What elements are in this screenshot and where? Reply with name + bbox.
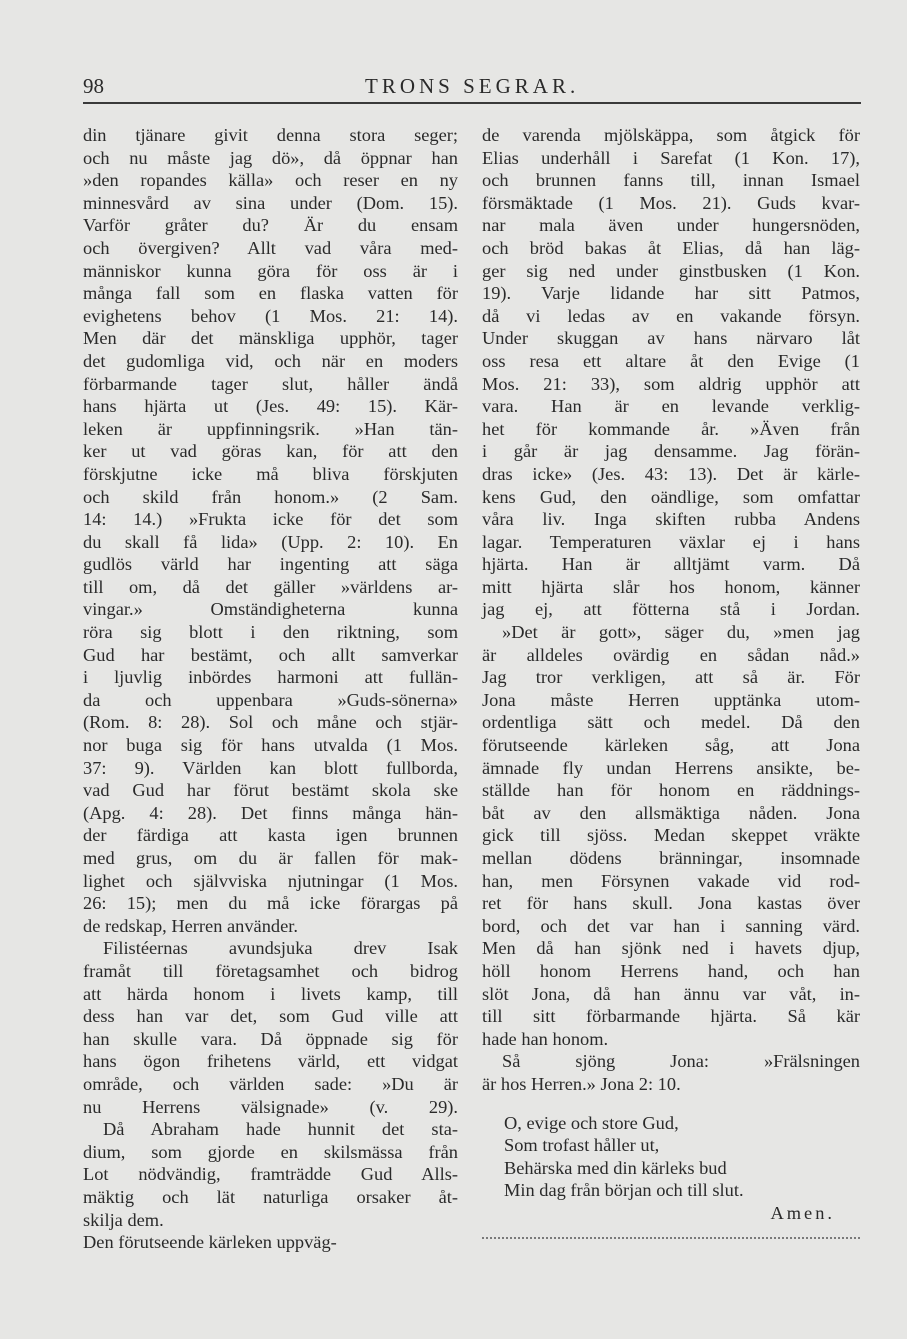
text-line: ämnade fly undan Herrens ansikte, be-: [482, 757, 860, 778]
text-line: ställde han för honom en räddnings-: [482, 780, 860, 801]
text-line: förskjutne icke må bliva förskjuten: [83, 463, 458, 484]
poem: [482, 1112, 860, 1225]
text-line: i ljuvlig inbördes harmoni att fullän-: [83, 667, 458, 688]
text-line: dess han var det, som Gud ville att: [83, 1006, 458, 1027]
text-line: 37: 9). Världen kan blott fullborda,: [83, 757, 458, 778]
text-line: Varför gråter du? Är du ensam: [83, 215, 458, 236]
text-line: ordentliga sätt och medel. Då den: [482, 712, 860, 733]
text-line: och skild från honom.» (2 Sam.: [83, 486, 458, 507]
text-line: och nu måste jag dö», då öppnar han: [83, 147, 458, 168]
text-line: Men då han sjönk ned i havets djup,: [482, 938, 860, 959]
text-line: vara. Han är en levande verklig-: [482, 396, 860, 417]
text-line: bord, och det var han i sanning värd.: [482, 915, 860, 936]
left-column: [83, 124, 458, 1254]
text-line: nu Herrens välsignade» (v. 29).: [83, 1096, 458, 1117]
text-line: »Det är gott», säger du, »men jag: [502, 622, 860, 643]
text-line: Mos. 21: 33), som aldrig upphör att: [482, 373, 860, 394]
text-line: slöt Jona, då han ännu var våt, in-: [482, 983, 860, 1004]
text-line: han skulle vara. Då öppnade sig för: [83, 1028, 458, 1049]
text-line: dras icke» (Jes. 43: 13). Det är kärle-: [482, 463, 860, 484]
text-line: der färdiga att kasta igen brunnen: [83, 825, 458, 846]
text-line: 26: 15); men du må icke förargas på: [83, 893, 458, 914]
text-line: mäktig och lät naturliga orsaker åt-: [83, 1186, 458, 1207]
text-line: hans hjärta ut (Jes. 49: 15). Kär-: [83, 396, 458, 417]
right-column: [482, 124, 860, 1225]
text-line: Elias underhåll i Sarefat (1 Kon. 17),: [482, 147, 860, 168]
text-line: hans ögon frihetens värld, ett vidgat: [83, 1051, 458, 1072]
bottom-ornament-rule: [482, 1237, 860, 1239]
text-line: röra sig blott i den riktning, som: [83, 622, 458, 643]
text-line: förutseende kärleken såg, att Jona: [482, 735, 860, 756]
text-line: många fall som en flaska vatten för: [83, 283, 458, 304]
poem-amen: Amen.: [770, 1202, 835, 1223]
text-line: (Rom. 8: 28). Sol och måne och stjär-: [83, 712, 458, 733]
text-line: Under skuggan av hans närvaro låt: [482, 328, 860, 349]
text-line: 14: 14.) »Frukta icke för det som: [83, 509, 458, 530]
text-line: hjärta. Han är alltjämt varm. Då: [482, 554, 860, 575]
text-line: Jag tror verkligen, att så är. För: [482, 667, 860, 688]
text-line: skilja dem.: [83, 1209, 164, 1230]
text-line: Då Abraham hade hunnit det sta-: [103, 1119, 458, 1140]
text-line: att härda honom i livets kamp, till: [83, 983, 458, 1004]
text-line: jag ej, att fötterna stå i Jordan.: [482, 599, 860, 620]
text-line: till om, då det gäller »världens ar-: [83, 576, 458, 597]
text-line: och brunnen fanns till, innan Ismael: [482, 170, 860, 191]
text-line: försmäktade (1 Mos. 21). Guds kvar-: [482, 192, 860, 213]
text-line: vad Gud har förut bestämt skola ske: [83, 780, 458, 801]
text-line: han, men Försynen vakade vid rod-: [482, 870, 860, 891]
text-line: till sitt förbarmande hjärta. Så kär: [482, 1006, 860, 1027]
text-line: mellan dödens bränningar, insomnade: [482, 848, 860, 868]
poem-line: Min dag från början och till slut.: [504, 1180, 744, 1201]
text-line: hade han honom.: [482, 1028, 609, 1049]
text-line: Lot nödvändig, framträdde Gud Alls-: [83, 1164, 458, 1185]
text-line: (Apg. 4: 28). Det finns många hän-: [83, 802, 458, 823]
text-line: da och uppenbara »Guds-sönerna»: [83, 689, 458, 710]
poem-line: Behärska med din kärleks bud: [504, 1157, 727, 1178]
text-line: du skall få lida» (Upp. 2: 10). En: [83, 531, 458, 552]
text-line: din tjänare givit denna stora seger;: [83, 125, 458, 145]
text-line: lagar. Temperaturen växlar ej i hans: [482, 531, 860, 552]
text-line: lighet och självviska njutningar (1 Mos.: [83, 870, 458, 891]
text-line: område, och världen sade: »Du är: [83, 1073, 458, 1094]
text-line: vingar.» Omständigheterna kunna: [83, 599, 458, 620]
text-line: och bröd bakas åt Elias, då han läg-: [482, 237, 860, 258]
poem-line: Som trofast håller ut,: [504, 1135, 660, 1156]
text-line: leken är uppfinningsrik. »Han tän-: [83, 418, 458, 439]
text-line: då vi ledas av en vakande försyn.: [482, 305, 860, 326]
text-line: mitt hjärta slår hos honom, känner: [482, 576, 860, 597]
text-line: het för kommande år. »Även från: [482, 418, 860, 439]
text-line: och övergiven? Allt vad våra med-: [83, 237, 458, 258]
text-line: nar mala även under hungersnöden,: [482, 215, 860, 236]
text-line: 19). Varje lidande har sitt Patmos,: [482, 283, 860, 304]
text-line: nor buga sig för hans utvalda (1 Mos.: [83, 735, 458, 756]
text-line: oss resa ett altare åt den Evige (1: [482, 350, 860, 371]
text-line: kens Gud, den oändlige, som omfattar: [482, 486, 860, 507]
text-line: Gud har bestämt, och allt samverkar: [83, 644, 458, 665]
text-line: i går är jag densamme. Jag förän-: [482, 441, 860, 462]
text-line: gick till sjöss. Medan skeppet vräkte: [482, 825, 860, 846]
text-line: »den ropandes källa» och reser en ny: [83, 170, 458, 191]
text-line: våra liv. Inga skiften rubba Andens: [482, 509, 860, 530]
text-line: är hos Herren.» Jona 2: 10.: [482, 1073, 681, 1094]
text-line: med grus, om du är fallen för mak-: [83, 848, 458, 868]
text-line: de redskap, Herren använder.: [83, 915, 298, 936]
text-line: är alldeles ovärdig en sådan nåd.»: [482, 644, 860, 665]
text-line: de varenda mjölskäppa, som åtgick för: [482, 125, 860, 145]
text-line: evighetens behov (1 Mos. 21: 14).: [83, 305, 458, 326]
text-line: Den förutseende kärleken uppväg-: [83, 1232, 337, 1253]
text-line: ger sig ned under ginstbusken (1 Kon.: [482, 260, 860, 281]
text-line: minnesvård av sina under (Dom. 15).: [83, 192, 458, 213]
text-line: gudlös värld har ingenting att säga: [83, 554, 458, 575]
text-line: ret för hans skull. Jona kastas över: [482, 893, 860, 914]
running-head: TRONS SEGRAR.: [365, 74, 580, 98]
text-line: båt av den allsmäktiga nåden. Jona: [482, 802, 860, 823]
header-rule: [83, 102, 861, 104]
text-line: Jona måste Herren upptänka utom-: [482, 689, 860, 710]
text-line: förbarmande tager slut, håller ändå: [83, 373, 458, 394]
text-line: höll honom Herrens hand, och han: [482, 960, 860, 981]
text-line: människor kunna göra för oss är i: [83, 260, 458, 281]
text-line: Men där det mänskliga upphör, tager: [83, 328, 458, 349]
page-number: 98: [83, 74, 104, 98]
text-line: Filistéernas avundsjuka drev Isak: [103, 938, 458, 959]
text-line: Så sjöng Jona: »Frälsningen: [502, 1051, 860, 1072]
poem-line: O, evige och store Gud,: [504, 1112, 679, 1133]
text-line: framåt till företagsamhet och bidrog: [83, 960, 458, 981]
text-line: dium, som gjorde en skilsmässa från: [83, 1141, 458, 1162]
text-line: det gudomliga vid, och när en moders: [83, 350, 458, 371]
text-line: ker ut vad göras kan, för att den: [83, 441, 458, 462]
